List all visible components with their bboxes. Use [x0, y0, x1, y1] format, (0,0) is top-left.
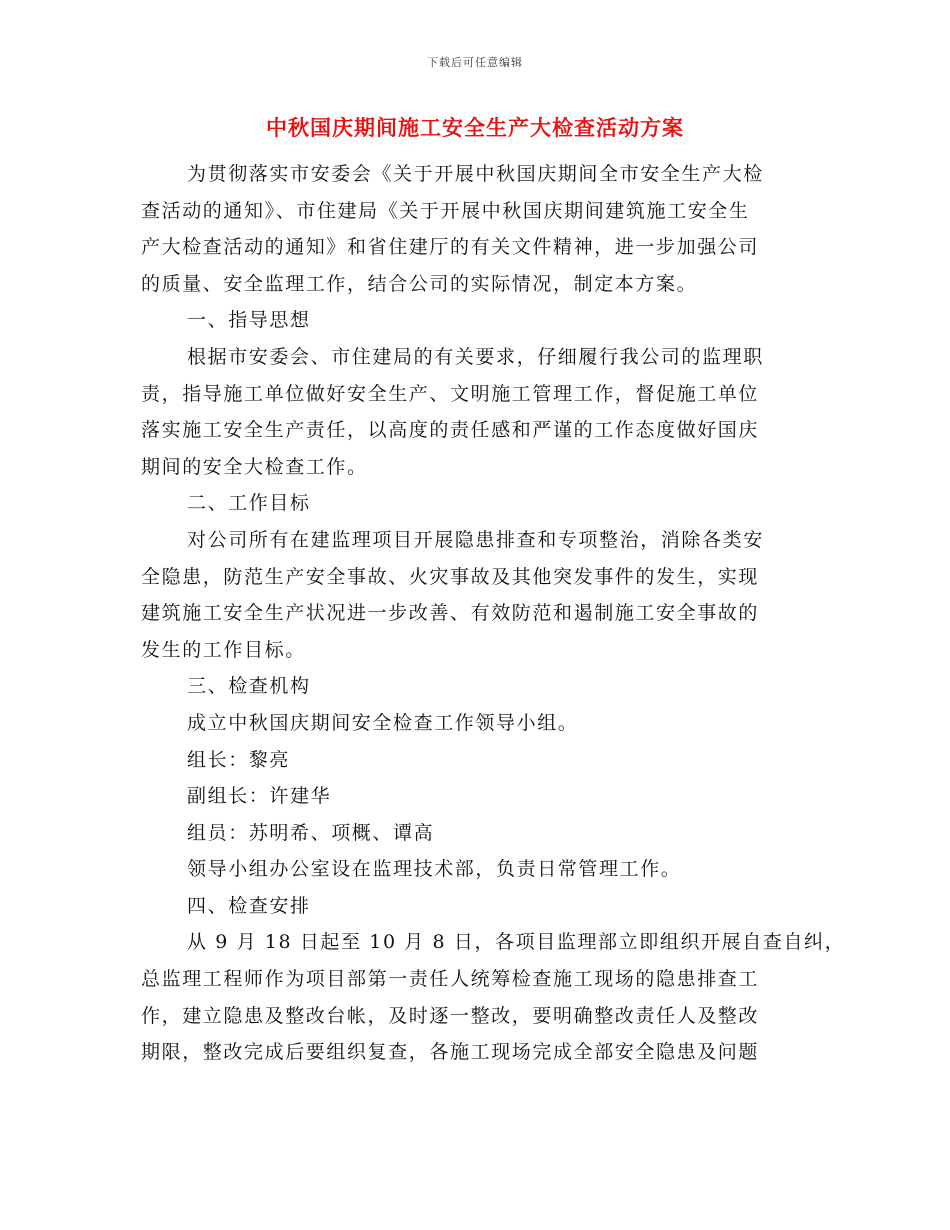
paragraph-line: 组长：黎亮: [187, 748, 291, 771]
paragraph: [141, 668, 821, 705]
header-note: 下载后可任意编辑: [427, 56, 523, 69]
paragraph-line: 三、检查机构: [187, 675, 311, 698]
paragraph-line: 期限，整改完成后要组织复查，各施工现场完成全部安全隐患及问题: [141, 1041, 760, 1064]
paragraph-line: 落实施工安全生产责任，以高度的责任感和严谨的工作态度做好国庆: [141, 419, 760, 442]
paragraph-line: 为贯彻落实市安委会《关于开展中秋国庆期间全市安全生产大检: [187, 163, 764, 185]
paragraph-line: 总监理工程师作为项目部第一责任人统筹检查施工现场的隐患排查工: [141, 968, 760, 991]
paragraph-line: 作，建立隐患及整改台帐，及时逐一整改，要明确整改责任人及整改: [141, 1004, 760, 1027]
paragraph-line: 二、工作目标: [187, 492, 311, 515]
paragraph-line: 建筑施工安全生产状况进一步改善、有效防范和遏制施工安全事故的: [141, 602, 760, 625]
paragraph-line: 查活动的通知》、市住建局《关于开展中秋国庆期间建筑施工安全生: [141, 199, 750, 222]
paragraph-line: 从 9 月 18 日起至 10 月 8 日，各项目监理部立即组织开展自查自纠，: [187, 931, 846, 954]
paragraph-line: 责，指导施工单位做好安全生产、文明施工管理工作，督促施工单位: [141, 382, 760, 405]
paragraph: [141, 924, 846, 1070]
paragraph: [141, 156, 821, 302]
paragraph-line: 副组长：许建华: [187, 785, 332, 808]
paragraph: [141, 742, 821, 779]
paragraph-line: 成立中秋国庆期间安全检查工作领导小组。: [187, 711, 579, 734]
paragraph-line: 发生的工作目标。: [141, 638, 306, 661]
paragraph: [141, 302, 821, 339]
paragraph-line: 对公司所有在建监理项目开展隐患排查和专项整治，消除各类安: [187, 528, 764, 551]
document-title: 中秋国庆期间施工安全生产大检查活动方案: [266, 115, 684, 140]
paragraph-line: 期间的安全大检查工作。: [141, 455, 368, 478]
paragraph-line: 一、指导思想: [187, 309, 311, 332]
paragraph: [141, 485, 821, 522]
paragraph-line: 组员：苏明希、项概、谭高: [187, 821, 435, 844]
paragraph: [141, 522, 821, 668]
paragraph: [141, 851, 821, 888]
paragraph: [141, 339, 821, 485]
paragraph-line: 的质量、安全监理工作，结合公司的实际情况，制定本方案。: [141, 272, 698, 295]
paragraph-line: 全隐患，防范生产安全事故、火灾事故及其他突发事件的发生，实现: [141, 565, 760, 588]
paragraph-line: 领导小组办公室设在监理技术部，负责日常管理工作。: [187, 858, 682, 881]
document-body: [141, 156, 846, 1071]
paragraph-line: 根据市安委会、市住建局的有关要求，仔细履行我公司的监理职: [187, 345, 764, 368]
paragraph: [141, 778, 821, 815]
paragraph-line: 产大检查活动的通知》和省住建厅的有关文件精神，进一步加强公司: [141, 236, 760, 259]
paragraph: [141, 815, 821, 852]
paragraph-line: 四、检查安排: [187, 894, 311, 917]
paragraph: [141, 705, 821, 742]
paragraph: [141, 888, 821, 925]
